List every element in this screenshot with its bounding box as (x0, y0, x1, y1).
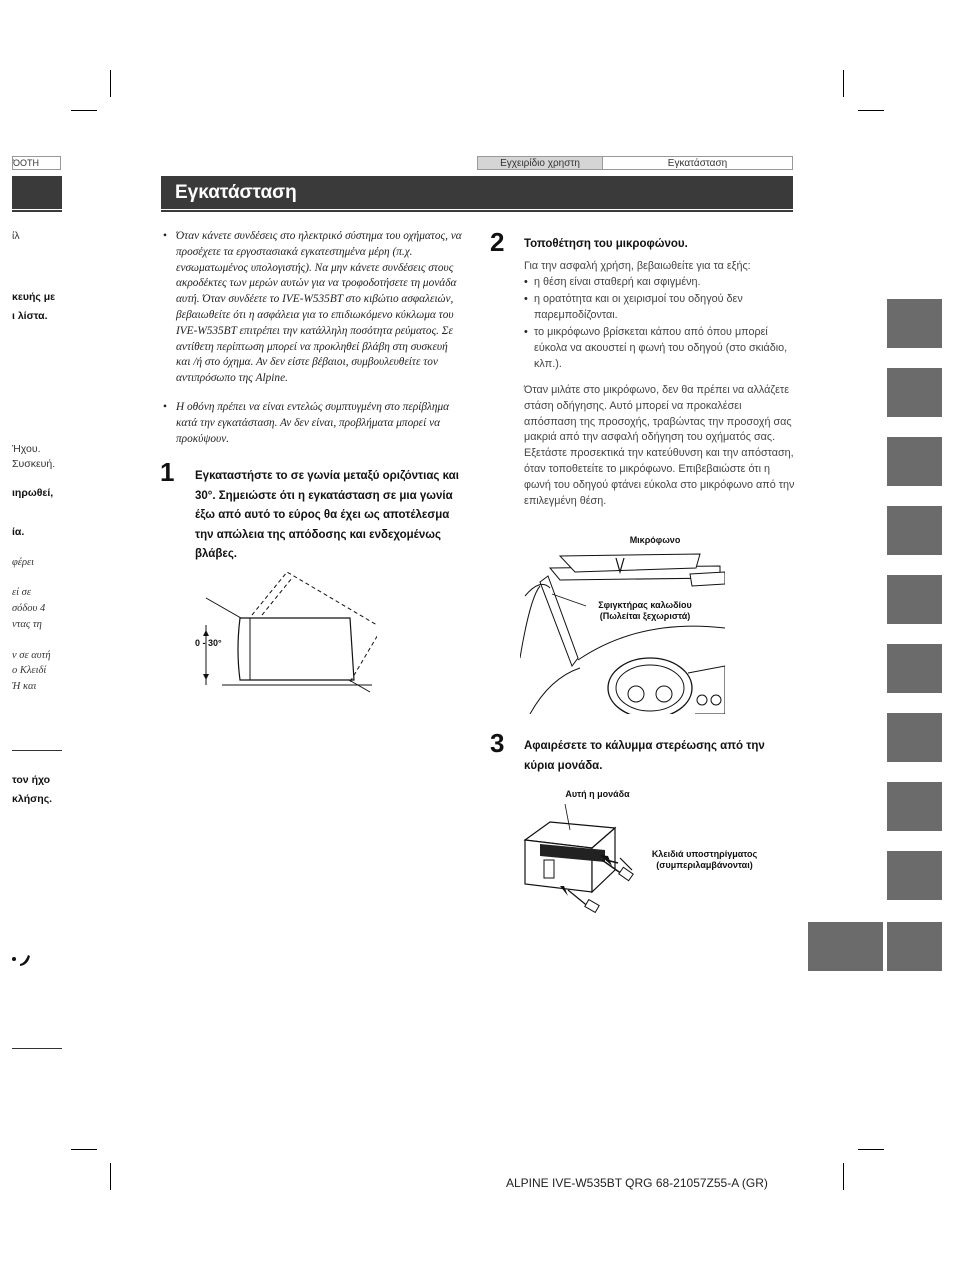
crop-mark (71, 110, 97, 111)
left-fragment: ι λίστα. (12, 310, 48, 322)
side-tab[interactable] (887, 437, 942, 486)
side-tab[interactable] (887, 922, 942, 971)
step2-bullet: • το μικρόφωνο βρίσκεται κάπου από όπου μπορεί εύκολα να ακουστεί η φωνή του οδηγού (στο σκιάδιο, κλπ.). (524, 326, 788, 370)
crop-mark (71, 1149, 97, 1150)
side-tab[interactable] (887, 506, 942, 555)
side-tab[interactable] (887, 713, 942, 762)
side-tab[interactable] (887, 851, 942, 900)
left-fragment: τον ήχο (12, 774, 51, 786)
left-fragment: φέρει (12, 557, 35, 568)
label-microphone: Μικρόφωνο (629, 535, 681, 545)
side-tab[interactable] (887, 368, 942, 417)
crop-mark (858, 1149, 884, 1150)
step2-bullet: • η ορατότητα και οι χειρισμοί του οδηγού δεν παρεμποδίζονται. (524, 293, 743, 321)
left-fragment: ο Κλειδί (12, 665, 47, 676)
step2-intro: Για την ασφαλή χρήση, βεβαιωθείτε για τα εξής: (524, 260, 751, 272)
step-number: 3 (490, 728, 505, 758)
left-fragment: ίλ (12, 230, 20, 242)
step2-title: Τοποθέτηση του μικροφώνου. (524, 238, 688, 250)
left-fragment: κλήσης. (12, 793, 53, 805)
step-number: 2 (490, 227, 505, 257)
angle-diagram (192, 570, 377, 695)
side-tab[interactable] (887, 644, 942, 693)
intro-bullet: • Όταν κάνετε συνδέσεις στο ηλεκτρικό σύστημα του οχήματος, να προσέχετε τα εργοστασιακά εγκατεστημένα μέρη (π.χ. ενσωματωμένος υπολογιστής). Να μην κάνετε συνδέσεις στους ακροδέκτες των μερών αυτών για να τροφοδοτήσετε τη μονάδα αυτή. Όταν συνδέετε το IVE-W535BT στο κιβώτιο ασφαλειών, βεβαιωθείτε ότι η ασφάλεια για το επιδιωκόμενο κύκλωμα του IVE-W535BT επιτρέπει την κατάλληλη ποσότητα ρεύματος. Σε αντίθετη περίπτωση μπορεί να προκληθεί βλάβη στη συσκευή και /ή στο όχημα. Αν δεν είστε βέβαιοι, συμβουλευθείτε τον αντιπρόσωπο της Alpine. (163, 230, 462, 385)
crop-mark (110, 70, 111, 97)
left-fragment: κευής με (12, 291, 56, 303)
header-tab-manual: Εγχειρίδιο χρηστη (477, 156, 603, 170)
left-fragment: εί σε (12, 587, 31, 598)
left-fragment: ιηρωθεί, (12, 487, 54, 499)
step2-paragraph: Όταν μιλάτε στο μικρόφωνο, δεν θα πρέπει να αλλάζετε στάση οδήγησης. Αυτό μπορεί να προκαλέσει απόσπαση της προσοχής, τραβώντας την προσοχή σας μακριά από την ασφαλή οδήγηση του οχήματός σας. Εξετάστε προσεκτικά την κατεύθυνση και την απόσταση, όταν τοποθετείτε το μικρόφωνο. Επιβεβαιώστε ότι η φωνή του οδηγού φτάνει εύκολα στο μικρόφωνο από την επιλεγμένη θέση. (524, 384, 795, 507)
keys-icon (600, 852, 640, 892)
left-fragment: ν σε αυτή (12, 650, 51, 661)
label-cable-clamp: Σφιγκτήρας καλωδίου (Πωλείται ξεχωριστά) (598, 600, 692, 621)
section-title-bar (161, 176, 793, 209)
left-fragment: ντας τη (12, 619, 42, 630)
phone-icon (12, 951, 32, 967)
side-tab[interactable] (887, 575, 942, 624)
left-fragment: Ήχου. (12, 443, 41, 455)
footer-text: ALPINE IVE-W535BT QRG 68-21057Z55-A (GR) (506, 1176, 768, 1190)
side-tab-active[interactable] (808, 922, 883, 971)
left-header-tab: ΌΟΤΗ (12, 156, 61, 170)
left-fragment: Συσκευή. (12, 458, 56, 470)
left-divider (12, 1048, 62, 1049)
header-tab-installation: Εγκατάσταση (602, 156, 793, 170)
step1-text: Εγκαταστήστε το σε γωνία μεταξύ οριζόντιας και 30°. Σημειώστε ότι η εγκατάσταση σε μια γωνία έξω από αυτό το εύρος θα έχει ως αποτέλεσμα την απώλεια της απόδοσης και ενδεχομένως βλάβες. (195, 470, 459, 560)
crop-mark (843, 1163, 844, 1190)
crop-mark (858, 110, 884, 111)
side-tab[interactable] (887, 782, 942, 831)
page-title: Εγκατάσταση (175, 182, 297, 203)
crop-mark (110, 1163, 111, 1190)
intro-bullet: • Η οθόνη πρέπει να είναι εντελώς συμπτυγμένη στο περίβλημα κατά την εγκατάσταση. Αν δεν είναι, προβλήματα μπορεί να προκύψουν. (163, 401, 450, 445)
step3-text: Αφαιρέσετε το κάλυμμα στερέωσης από την κύρια μονάδα. (524, 740, 765, 772)
left-divider (12, 750, 62, 751)
side-tab[interactable] (887, 299, 942, 348)
left-title-rule (12, 210, 62, 212)
label-bracket-keys: Κλειδιά υποστηρίγματος (συμπεριλαμβάνονται) (651, 849, 758, 870)
left-fragment: ία. (12, 526, 25, 538)
microphone-diagram (520, 548, 725, 714)
crop-mark (843, 70, 844, 97)
left-fragment: σόδου 4 (12, 603, 46, 614)
label-this-unit: Αυτή η μονάδα (565, 789, 630, 799)
step-number: 1 (160, 457, 175, 487)
left-title-bar (12, 176, 62, 209)
left-fragment: Ή και (12, 681, 37, 692)
step2-bullet: • η θέση είναι σταθερή και σφιγμένη. (524, 276, 701, 288)
angle-label: 0 - 30° (195, 638, 222, 648)
title-rule (161, 210, 793, 212)
